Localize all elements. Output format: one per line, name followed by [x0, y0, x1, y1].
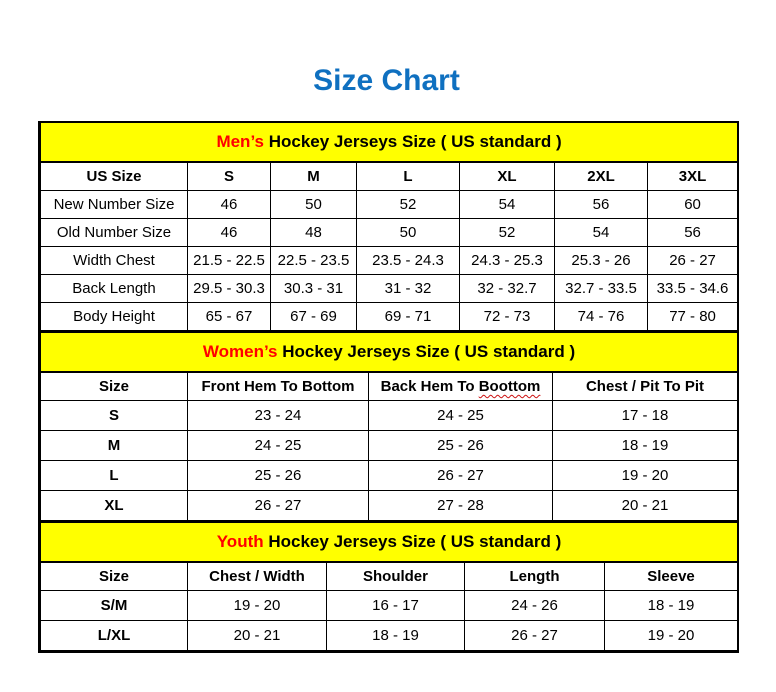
table-cell: 25 - 26 — [369, 431, 553, 461]
table-cell: 52 — [357, 191, 460, 219]
table-cell: 24.3 - 25.3 — [460, 247, 555, 275]
youth-size-table — [40, 521, 738, 651]
column-header: Chest / Pit To Pit — [553, 372, 738, 401]
table-cell: 26 - 27 — [369, 461, 553, 491]
table-cell: 17 - 18 — [553, 401, 738, 431]
table-cell: 67 - 69 — [271, 303, 357, 331]
table-cell: 20 - 21 — [553, 491, 738, 521]
column-header: 2XL — [555, 162, 648, 191]
table-cell: 46 — [188, 219, 271, 247]
table-row — [41, 191, 738, 219]
table-row — [41, 332, 738, 372]
table-cell: 33.5 - 34.6 — [648, 275, 738, 303]
section-header-youth-highlight: Youth — [216, 532, 264, 551]
row-label: Back Length — [41, 275, 188, 303]
table-cell: 77 - 80 — [648, 303, 738, 331]
table-row — [41, 162, 738, 191]
section-header-mens-rest: Hockey Jerseys Size ( US standard ) — [263, 132, 562, 151]
table-row — [41, 303, 738, 331]
column-header: Front Hem To Bottom — [188, 372, 369, 401]
table-row — [41, 491, 738, 521]
column-header: Size — [41, 562, 188, 591]
table-cell: 18 - 19 — [605, 591, 738, 621]
table-row — [41, 562, 738, 591]
table-cell: 69 - 71 — [357, 303, 460, 331]
column-header: S — [188, 162, 271, 191]
table-cell: 19 - 20 — [188, 591, 327, 621]
table-cell: 50 — [271, 191, 357, 219]
table-row — [41, 372, 738, 401]
table-cell: 18 - 19 — [327, 621, 465, 651]
row-label: S — [41, 401, 188, 431]
section-header-womens-rest: Hockey Jerseys Size ( US standard ) — [277, 342, 576, 361]
table-row — [41, 219, 738, 247]
row-label: L — [41, 461, 188, 491]
table-cell: 56 — [648, 219, 738, 247]
table-cell: 24 - 25 — [369, 401, 553, 431]
column-header: Sleeve — [605, 562, 738, 591]
column-header: Size — [41, 372, 188, 401]
column-header — [369, 372, 553, 401]
row-label: Width Chest — [41, 247, 188, 275]
table-cell: 30.3 - 31 — [271, 275, 357, 303]
table-row — [41, 123, 738, 162]
table-cell: 23.5 - 24.3 — [357, 247, 460, 275]
table-row — [41, 522, 738, 562]
table-cell: 27 - 28 — [369, 491, 553, 521]
mens-size-table — [40, 123, 738, 331]
row-label: L/XL — [41, 621, 188, 651]
column-header: 3XL — [648, 162, 738, 191]
table-cell: 24 - 26 — [465, 591, 605, 621]
table-row — [41, 431, 738, 461]
table-cell: 26 - 27 — [188, 491, 369, 521]
column-header: L — [357, 162, 460, 191]
row-label: New Number Size — [41, 191, 188, 219]
table-cell: 54 — [460, 191, 555, 219]
table-cell: 46 — [188, 191, 271, 219]
table-cell: 60 — [648, 191, 738, 219]
section-header-youth — [41, 522, 738, 562]
table-cell: 23 - 24 — [188, 401, 369, 431]
row-label: XL — [41, 491, 188, 521]
column-header: Shoulder — [327, 562, 465, 591]
womens-size-table — [40, 331, 738, 521]
table-cell: 21.5 - 22.5 — [188, 247, 271, 275]
column-header: XL — [460, 162, 555, 191]
column-header: US Size — [41, 162, 188, 191]
size-chart-container — [38, 121, 739, 653]
table-row — [41, 275, 738, 303]
table-cell: 18 - 19 — [553, 431, 738, 461]
table-cell: 26 - 27 — [648, 247, 738, 275]
table-cell: 48 — [271, 219, 357, 247]
table-row — [41, 621, 738, 651]
table-cell: 16 - 17 — [327, 591, 465, 621]
section-header-womens — [41, 332, 738, 372]
table-cell: 19 - 20 — [553, 461, 738, 491]
table-cell: 19 - 20 — [605, 621, 738, 651]
table-row — [41, 591, 738, 621]
table-cell: 74 - 76 — [555, 303, 648, 331]
section-header-mens — [41, 123, 738, 162]
column-header-text: Back Hem To — [380, 378, 479, 395]
table-row — [41, 247, 738, 275]
page-title: Size Chart — [313, 64, 460, 97]
table-cell: 65 - 67 — [188, 303, 271, 331]
table-cell: 25 - 26 — [188, 461, 369, 491]
column-header: Length — [465, 562, 605, 591]
section-header-womens-highlight: Women’s — [202, 342, 278, 361]
row-label: M — [41, 431, 188, 461]
column-header: Chest / Width — [188, 562, 327, 591]
table-row — [41, 401, 738, 431]
table-cell: 56 — [555, 191, 648, 219]
table-cell: 20 - 21 — [188, 621, 327, 651]
table-cell: 25.3 - 26 — [555, 247, 648, 275]
table-cell: 72 - 73 — [460, 303, 555, 331]
table-cell: 22.5 - 23.5 — [271, 247, 357, 275]
table-cell: 50 — [357, 219, 460, 247]
row-label: S/M — [41, 591, 188, 621]
table-cell: 29.5 - 30.3 — [188, 275, 271, 303]
table-cell: 32.7 - 33.5 — [555, 275, 648, 303]
table-cell: 52 — [460, 219, 555, 247]
table-cell: 32 - 32.7 — [460, 275, 555, 303]
table-cell: 24 - 25 — [188, 431, 369, 461]
section-header-mens-highlight: Men’s — [216, 132, 264, 151]
table-cell: 31 - 32 — [357, 275, 460, 303]
misspelled-word: Boottom — [478, 378, 541, 395]
section-header-youth-rest: Hockey Jerseys Size ( US standard ) — [263, 532, 562, 551]
table-cell: 26 - 27 — [465, 621, 605, 651]
row-label: Old Number Size — [41, 219, 188, 247]
table-row — [41, 461, 738, 491]
table-cell: 54 — [555, 219, 648, 247]
column-header: M — [271, 162, 357, 191]
row-label: Body Height — [41, 303, 188, 331]
